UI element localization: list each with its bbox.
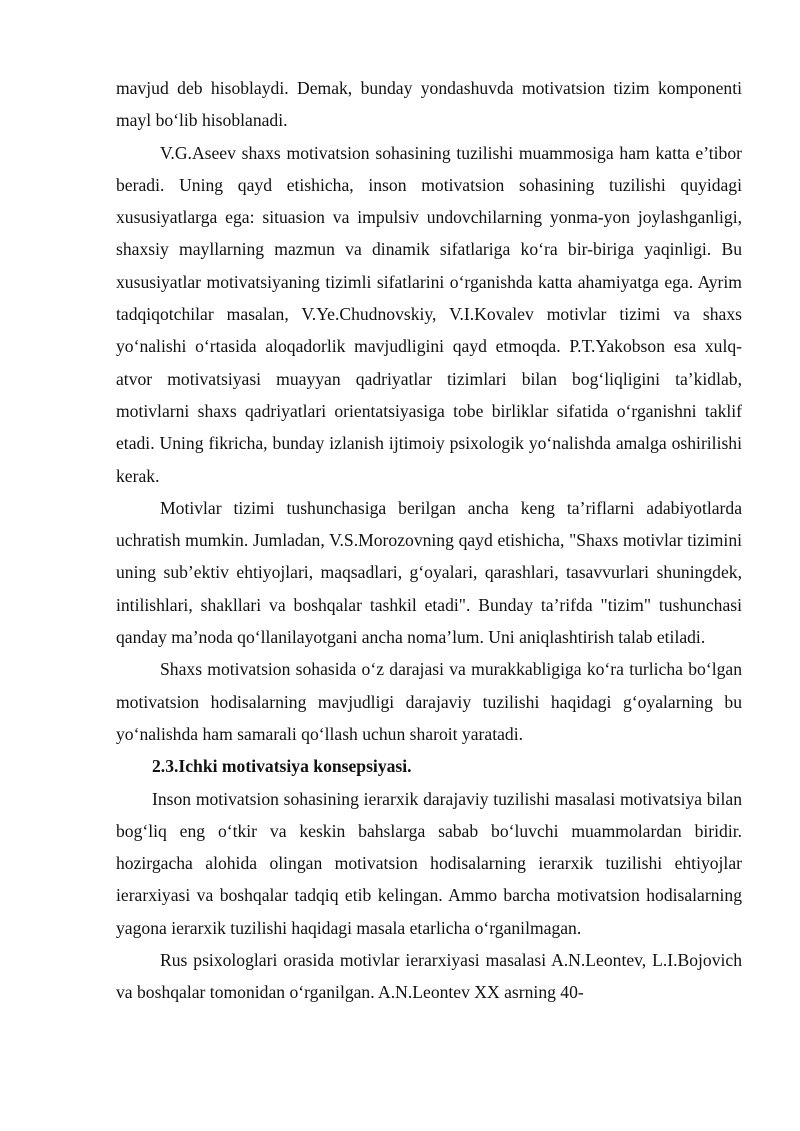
paragraph-motive-system: Motivlar tizimi tushunchasiga berilgan ancha keng ta’riflarni adabiyotlarda uchratish mumkin. Jumladan, V.S.Morozovning qayd etishicha, "Shaxs motivlar tizimini uning sub’ektiv ehtiyojlari, maqsadlari, g‘oyalari, qarashlari, tasavvurlari shuningdek, intilishlari, shakllari va boshqalar tashkil etadi". Bunday ta’rifda "tizim" tushunchasi qanday ma’noda qo‘llanilayotgani ancha noma’lum. Uni aniqlashtirish talab etiladi. (116, 497, 742, 648)
paragraph-aseev: V.G.Aseev shaxs motivatsion sohasining tuzilishi muammosiga ham katta e’tibor beradi. Uning qayd etishicha, inson motivatsion sohasining tuzilishi quyidagi xususiyatlarga ega: situasion va impulsiv undovchilarning yonma-yon joylashganligi, shaxsiy mayllarning mazmun va dinamik sifatlariga ko‘ra bir-biriga yaqinligi. Bu xususiyatlar motivatsiyaning tizimli sifatlarini o‘rganishda katta ahamiyatga ega. Ayrim tadqiqotchilar masalan, V.Ye.Chudnovskiy, V.I.Kovalev motivlar tizimi va shaxs yo‘nalishi o‘rtasida aloqadorlik mavjudligini qayd etmoqda. P.T.Yakobson esa xulq-atvor motivatsiyasi muayyan qadriyatlar tizimlari bilan bog‘liqligini ta’kidlab, motivlarni shaxs qadriyatlari orientatsiyasiga tobe birliklar sifatida o‘rganishni taklif etadi. Uning fikricha, bunday izlanish ijtimoiy psixologik yo‘nalishda amalga oshirilishi kerak. (116, 142, 742, 486)
paragraph-motivational-sphere: Shaxs motivatsion sohasida o‘z darajasi va murakkabligiga ko‘ra turlicha bo‘lgan motivatsion hodisalarning mavjudligi darajaviy tuzilishi haqidagi g‘oyalarning bu yo‘nalishda ham samarali qo‘llash uchun sharoit yaratadi. (116, 659, 742, 744)
section-heading: 2.3.Ichki motivatsiya konsepsiyasi. (152, 756, 412, 777)
document-page (116, 72, 742, 1009)
paragraph-hierarchy: Inson motivatsion sohasining ierarxik darajaviy tuzilishi masalasi motivatsiya bilan bog‘liq eng o‘tkir va keskin bahslarga sabab bo‘luvchi muammolardan biridir. hozirgacha alohida olingan motivatsion hodisalarning ierarxik tuzilishi ehtiyojlar ierarxiyasi va boshqalar tadqiq etib kelingan. Ammo barcha motivatsion hodisalarning yagona ierarxik tuzilishi haqidagi masala etarlicha o‘rganilmagan. (116, 788, 742, 938)
paragraph-russian-psychologists: Rus psixologlari orasida motivlar ierarxiyasi masalasi A.N.Leontev, L.I.Bojovich va boshqalar tomonidan o‘rganilgan. A.N.Leontev XX asrning 40- (116, 950, 742, 1003)
paragraph-continuation: mavjud deb hisoblaydi. Demak, bunday yondashuvda motivatsion tizim komponenti mayl bo‘lib hisoblanadi. (116, 78, 742, 131)
